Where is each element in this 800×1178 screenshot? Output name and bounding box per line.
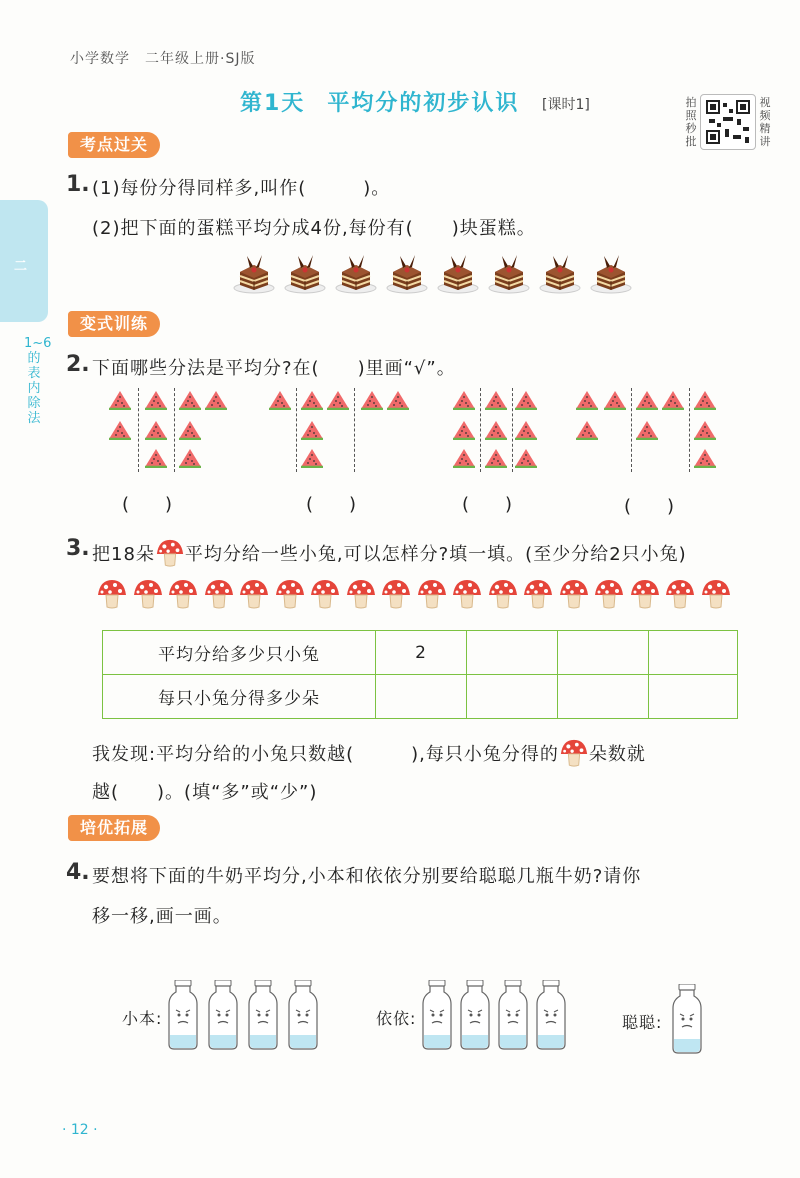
q3-finding-a: 我发现:平均分给的小兔只数越( ),每只小兔分得的	[92, 744, 559, 765]
cake-icon	[232, 250, 276, 294]
watermelon-icon	[603, 390, 627, 410]
q3-text-after: 平均分给一些小兔,可以怎样分?填一填。(至少分给2只小兔)	[184, 544, 687, 565]
milk-label-congcong: 聪聪:	[622, 1013, 663, 1032]
chapter-label: 1~6的表内除法	[24, 336, 52, 426]
mushroom-row	[96, 578, 736, 614]
cake-icon	[538, 250, 582, 294]
watermelon-icon	[484, 448, 508, 468]
qr-left-caption: 拍照秒批	[685, 96, 697, 148]
page-title	[240, 86, 519, 117]
watermelon-icon	[204, 390, 228, 410]
row1-label: 平均分给多少只小兔	[103, 631, 376, 675]
q3-text	[92, 538, 687, 568]
mushroom-icon	[238, 578, 270, 610]
mushroom-icon	[559, 738, 589, 768]
q3-number: 3.	[66, 536, 90, 561]
table-cell[interactable]	[467, 631, 558, 675]
title-day: 第1天	[240, 91, 306, 116]
division-group-1	[108, 388, 238, 478]
watermelon-icon	[144, 420, 168, 440]
milk-bottle-icon[interactable]	[498, 980, 528, 1050]
answer-blank-4[interactable]: ( )	[624, 496, 675, 517]
mushroom-icon	[558, 578, 590, 610]
divider-line	[689, 388, 690, 472]
cake-icon	[334, 250, 378, 294]
row2-label: 每只小兔分得多少朵	[103, 675, 376, 719]
table-cell[interactable]	[649, 631, 738, 675]
watermelon-icon	[452, 448, 476, 468]
watermelon-icon	[300, 390, 324, 410]
chapter-number: 二	[14, 259, 28, 274]
watermelon-icon	[661, 390, 685, 410]
answer-blank-2[interactable]: ( )	[306, 494, 357, 515]
q2-number: 2.	[66, 352, 90, 377]
table-cell[interactable]	[558, 675, 649, 719]
q2-text: 下面哪些分法是平均分?在( )里画“√”。	[92, 358, 456, 379]
milk-bottle-icon[interactable]	[672, 984, 702, 1054]
watermelon-icon	[178, 420, 202, 440]
section-badge-3: 培优拓展	[68, 815, 160, 841]
watermelon-icon	[514, 420, 538, 440]
table-cell[interactable]: 2	[376, 631, 467, 675]
watermelon-icon	[693, 420, 717, 440]
mushroom-icon	[487, 578, 519, 610]
q4-number: 4.	[66, 860, 90, 885]
watermelon-icon	[575, 420, 599, 440]
divider-line	[138, 388, 139, 472]
watermelon-icon	[514, 390, 538, 410]
milk-bottle-icon[interactable]	[288, 980, 318, 1050]
table-cell[interactable]	[467, 675, 558, 719]
watermelon-icon	[268, 390, 292, 410]
table-cell[interactable]	[558, 631, 649, 675]
mushroom-icon	[309, 578, 341, 610]
table-cell[interactable]	[376, 675, 467, 719]
q3-finding-line2: 越( )。(填“多”或“少”)	[92, 782, 318, 803]
page-number: · 12 ·	[62, 1122, 98, 1138]
mushroom-icon	[416, 578, 448, 610]
watermelon-icon	[108, 390, 132, 410]
divider-line	[631, 388, 632, 472]
q1-line2: (2)把下面的蛋糕平均分成4份,每份有( )块蛋糕。	[92, 218, 536, 239]
mushroom-icon	[274, 578, 306, 610]
answer-blank-1[interactable]: ( )	[122, 494, 173, 515]
division-group-2	[268, 388, 418, 478]
watermelon-icon	[635, 390, 659, 410]
mushroom-icon	[155, 538, 185, 568]
q4-line1: 要想将下面的牛奶平均分,小本和依依分别要给聪聪几瓶牛奶?请你	[92, 866, 642, 887]
watermelon-icon	[386, 390, 410, 410]
watermelon-icon	[635, 420, 659, 440]
q3-finding-line1	[92, 738, 646, 768]
watermelon-icon	[693, 390, 717, 410]
divider-line	[512, 388, 513, 472]
watermelon-icon	[144, 448, 168, 468]
mushroom-icon	[451, 578, 483, 610]
watermelon-icon	[108, 420, 132, 440]
mushroom-icon	[345, 578, 377, 610]
book-header: 小学数学 二年级上册·SJ版	[70, 51, 256, 67]
watermelon-icon	[300, 448, 324, 468]
rabbit-table	[102, 630, 738, 719]
watermelon-icon	[452, 420, 476, 440]
milk-bottle-icon[interactable]	[460, 980, 490, 1050]
mushroom-icon	[522, 578, 554, 610]
divider-line	[354, 388, 355, 472]
cake-icon	[385, 250, 429, 294]
mushroom-icon	[629, 578, 661, 610]
section-badge-2: 变式训练	[68, 311, 160, 337]
milk-bottle-icon[interactable]	[168, 980, 198, 1050]
q3-finding-b: 朵数就	[588, 744, 646, 765]
watermelon-icon	[484, 390, 508, 410]
table-cell[interactable]	[649, 675, 738, 719]
cake-icon	[589, 250, 633, 294]
mushroom-icon	[664, 578, 696, 610]
answer-blank-3[interactable]: ( )	[462, 494, 513, 515]
cake-icon	[487, 250, 531, 294]
watermelon-icon	[452, 390, 476, 410]
mushroom-icon	[203, 578, 235, 610]
divider-line	[296, 388, 297, 472]
mushroom-icon	[132, 578, 164, 610]
qr-code-icon[interactable]	[700, 94, 756, 150]
mushroom-icon	[700, 578, 732, 610]
watermelon-icon	[514, 448, 538, 468]
watermelon-icon	[484, 420, 508, 440]
milk-bottle-icon[interactable]	[208, 980, 238, 1050]
section-badge-1: 考点过关	[68, 132, 160, 158]
milk-bottle-icon[interactable]	[536, 980, 566, 1050]
milk-bottle-icon[interactable]	[422, 980, 452, 1050]
watermelon-icon	[300, 420, 324, 440]
cake-icon	[436, 250, 480, 294]
watermelon-icon	[575, 390, 599, 410]
mushroom-icon	[167, 578, 199, 610]
milk-label-yiyi: 依依:	[376, 1009, 417, 1028]
qr-right-caption: 视频精讲	[759, 96, 771, 148]
watermelon-icon	[326, 390, 350, 410]
mushroom-icon	[96, 578, 128, 610]
cake-row	[232, 250, 642, 298]
milk-bottle-icon[interactable]	[248, 980, 278, 1050]
milk-group-yiyi	[422, 980, 582, 1052]
title-topic: 平均分的初步认识	[327, 91, 520, 116]
divider-line	[174, 388, 175, 472]
mushroom-icon	[593, 578, 625, 610]
watermelon-icon	[144, 390, 168, 410]
cake-icon	[283, 250, 327, 294]
q1-number: 1.	[66, 172, 90, 197]
milk-label-xiaoben: 小本:	[122, 1009, 163, 1028]
watermelon-icon	[178, 390, 202, 410]
milk-group-congcong	[672, 984, 706, 1056]
watermelon-icon	[693, 448, 717, 468]
watermelon-icon	[178, 448, 202, 468]
table-row	[103, 675, 738, 719]
q4-line2: 移一移,画一画。	[92, 906, 232, 927]
divider-line	[480, 388, 481, 472]
division-group-3	[452, 388, 562, 478]
milk-group-xiaoben	[168, 980, 328, 1052]
q3-text-before: 把18朵	[92, 544, 155, 565]
lesson-label: [课时1]	[542, 97, 590, 113]
q1-line1: (1)每份分得同样多,叫作( )。	[92, 178, 391, 199]
watermelon-icon	[360, 390, 384, 410]
mushroom-icon	[380, 578, 412, 610]
division-group-4	[575, 388, 725, 478]
table-row	[103, 631, 738, 675]
